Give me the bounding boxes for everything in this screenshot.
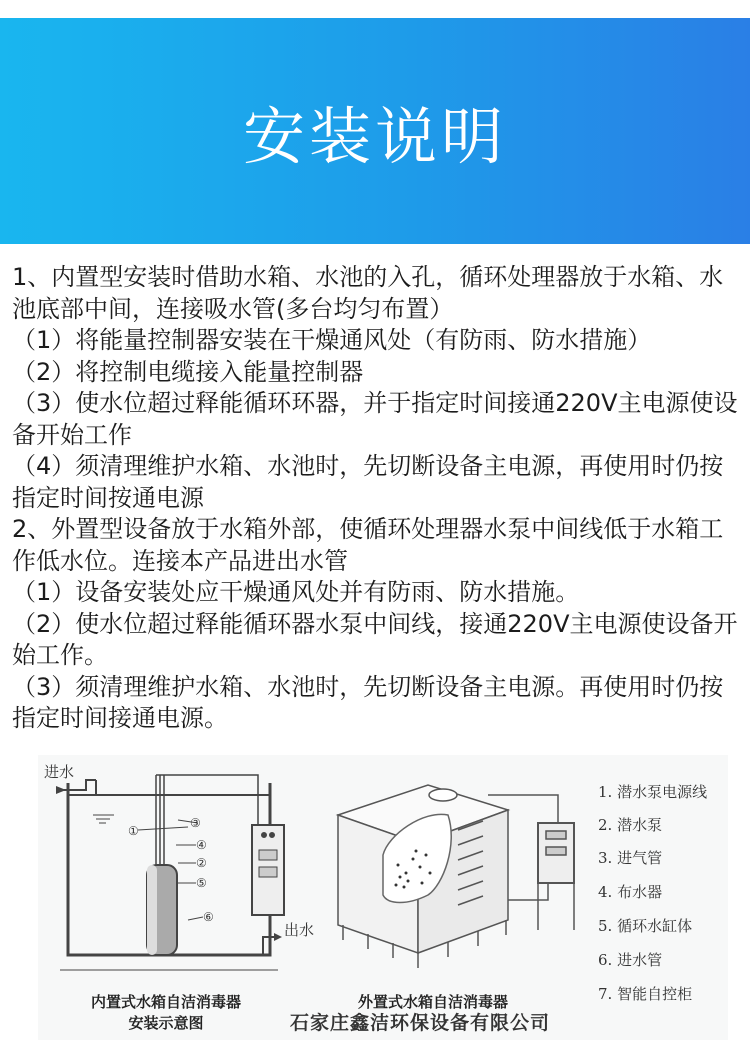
instruction-paragraph: （3）须清理维护水箱、水池时，先切断设备主电源。再使用时仍按指定时间接通电源。 — [12, 672, 724, 732]
instruction-paragraph: （1）将能量控制器安装在干燥通风处（有防雨、防水措施） — [12, 326, 652, 354]
marker-4: ④ — [196, 838, 207, 852]
legend-item: 5. 循环水缸体 — [598, 917, 693, 935]
marker-5: ⑤ — [196, 876, 207, 890]
page-title: 安装说明 — [242, 99, 507, 173]
marker-2: ② — [196, 856, 207, 870]
legend-item: 4. 布水器 — [598, 883, 663, 901]
external-caption: 外置式水箱自洁消毒器 — [357, 993, 509, 1011]
marker-3: ③ — [190, 816, 201, 830]
instructions-text — [12, 262, 742, 735]
title-banner — [0, 18, 750, 244]
marker-1: ① — [128, 824, 139, 838]
legend-item: 3. 进气管 — [598, 849, 663, 867]
instruction-paragraph: （3）使水位超过释能循环环器，并于指定时间接通220V主电源使设备开始工作 — [12, 389, 738, 449]
instruction-paragraph: （2）使水位超过释能循环器水泵中间线，接通220V主电源使设备开始工作。 — [12, 609, 738, 669]
legend-item: 7. 智能自控柜 — [598, 985, 693, 1003]
inlet-label: 进水 — [44, 763, 75, 781]
instruction-paragraph: 2、外置型设备放于水箱外部，使循环处理器水泵中间线低于水箱工作低水位。连接本产品进出水管 — [12, 515, 724, 575]
company-name: 石家庄鑫洁环保设备有限公司 — [290, 1012, 551, 1034]
instruction-paragraph: 1、内置型安装时借助水箱、水池的入孔，循环处理器放于水箱、水池底部中间，连接吸水管(多台均匀布置） — [12, 263, 724, 323]
legend-item: 2. 潜水泵 — [598, 816, 663, 834]
internal-caption-line1: 内置式水箱自洁消毒器 — [90, 993, 242, 1011]
instruction-paragraph: （2）将控制电缆接入能量控制器 — [12, 357, 364, 386]
legend-item: 6. 进水管 — [598, 951, 663, 969]
instruction-paragraph: （1）设备安装处应干燥通风处并有防雨、防水措施。 — [12, 578, 580, 606]
instruction-paragraph: （4）须清理维护水箱、水池时，先切断设备主电源，再使用时仍按指定时间按通电源 — [12, 452, 724, 512]
outlet-label: 出水 — [284, 921, 315, 939]
installation-diagram — [38, 755, 728, 1040]
marker-6: ⑥ — [203, 910, 214, 924]
internal-caption-line2: 安装示意图 — [128, 1014, 204, 1032]
legend-item: 1. 潜水泵电源线 — [598, 783, 708, 801]
